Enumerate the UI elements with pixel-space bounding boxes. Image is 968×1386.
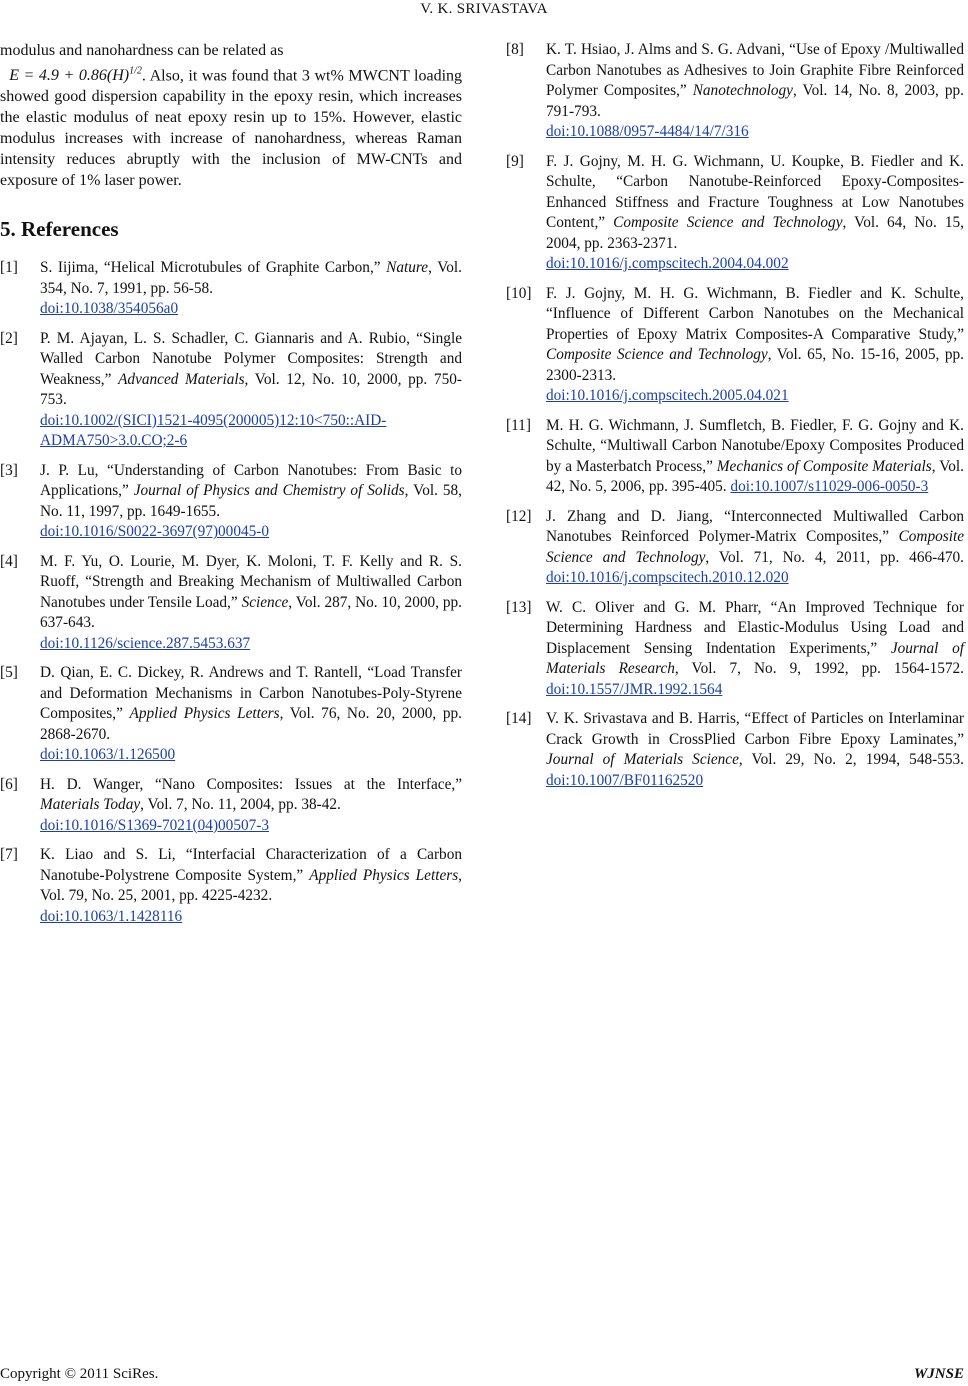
- reference-body: [40, 845, 462, 927]
- reference-text: J. Zhang and D. Jiang, “Interconnected Multiwalled Carbon Nanotubes Reinforced Polymer-Matrix Composites,”: [546, 507, 964, 545]
- doi-link[interactable]: doi:10.1063/1.1428116: [40, 907, 183, 925]
- reference-details: , Vol. 7, No. 11, 2004, pp. 38-42.: [140, 796, 341, 814]
- reference-item: [506, 416, 964, 498]
- reference-details: , Vol. 42, No. 5, 2006, pp. 395-405.: [546, 457, 964, 495]
- reference-venue: Composite Science and Technology: [546, 528, 964, 566]
- reference-venue: Nature: [386, 259, 429, 277]
- reference-venue: Science: [241, 593, 289, 611]
- reference-body: [40, 329, 462, 452]
- reference-body: [546, 152, 964, 275]
- reference-venue: Mechanics of Composite Materials: [716, 457, 932, 475]
- reference-body: [546, 40, 964, 143]
- reference-number: [9]: [506, 152, 524, 170]
- reference-venue: Nanotechnology: [692, 82, 793, 99]
- reference-text: J. P. Lu, “Understanding of Carbon Nanotubes: From Basic to Applications,”: [40, 461, 462, 500]
- doi-link[interactable]: doi:10.1002/(SICI)1521-4095(200005)12:10<750::AID-ADMA750>3.0.CO;2-6: [40, 411, 387, 450]
- reference-text: W. C. Oliver and G. M. Pharr, “An Improved Technique for Determining Hardness and Elastic-Modulus Using Load and Displacement Sensing Indentation Experiments,”: [546, 598, 964, 657]
- reference-item: [506, 507, 964, 589]
- reference-number: [4]: [0, 552, 18, 570]
- reference-number: [11]: [506, 416, 531, 434]
- reference-text: V. K. Srivastava and B. Harris, “Effect of Particles on Interlaminar Crack Growth in CrossPlied Carbon Fibre Epoxy Laminates,”: [546, 710, 964, 748]
- reference-number: [2]: [0, 329, 18, 347]
- doi-link[interactable]: doi:10.1126/science.287.5453.637: [40, 634, 251, 652]
- doi-link[interactable]: doi:10.1007/s11029-006-0050-3: [730, 478, 929, 495]
- reference-details: , Vol. 354, No. 7, 1991, pp. 56-58.: [40, 259, 462, 297]
- reference-number: [6]: [0, 775, 18, 793]
- reference-item: [506, 152, 964, 275]
- reference-text: F. J. Gojny, M. H. G. Wichmann, U. Koupke, B. Fiedler and K. Schulte, “Carbon Nanotube-Reinforced Epoxy-Composites-Enhanced Stiffness and Fracture Toughness at Low Nanotubes Content,”: [546, 152, 964, 231]
- doi-link[interactable]: doi:10.1007/BF01162520: [546, 771, 704, 789]
- doi-link[interactable]: doi:10.1016/S0022-3697(97)00045-0: [40, 523, 270, 541]
- journal-abbrev: WJNSE: [913, 1366, 964, 1382]
- reference-text: D. Qian, E. C. Dickey, R. Andrews and T. Rantell, “Load Transfer and Deformation Mechanisms in Carbon Nanotubes-Poly-Styrene Composites,”: [40, 664, 462, 723]
- reference-item: [506, 598, 964, 701]
- reference-item: [0, 461, 462, 543]
- reference-list-right: [506, 40, 964, 791]
- doi-link[interactable]: doi:10.1038/354056a0: [40, 300, 179, 318]
- reference-body: [546, 507, 964, 589]
- reference-item: [0, 845, 462, 927]
- reference-number: [14]: [506, 710, 532, 727]
- reference-body: [40, 258, 462, 320]
- reference-details: , Vol. 58, No. 11, 1997, pp. 1649-1655.: [40, 482, 462, 520]
- left-column: [0, 40, 462, 936]
- doi-link[interactable]: doi:10.1016/j.compscitech.2005.04.021: [546, 387, 789, 404]
- copyright: Copyright © 2011 SciRes.: [0, 1366, 159, 1382]
- doi-link[interactable]: doi:10.1088/0957-4484/14/7/316: [546, 123, 749, 140]
- reference-item: [506, 709, 964, 791]
- reference-text: M. H. G. Wichmann, J. Sumfletch, B. Fiedler, F. G. Gojny and K. Schulte, “Multiwall Carbon Nanotube/Epoxy Composites Produced by a Masterbatch Process,”: [546, 416, 964, 475]
- doi-link[interactable]: doi:10.1557/JMR.1992.1564: [546, 680, 723, 698]
- doi-link[interactable]: doi:10.1016/j.compscitech.2004.04.002: [546, 255, 789, 272]
- reference-body: [40, 775, 462, 837]
- reference-item: [0, 663, 462, 766]
- reference-venue: Journal of Materials Science: [546, 751, 739, 768]
- reference-number: [10]: [506, 284, 532, 302]
- reference-list-left: [0, 258, 462, 927]
- reference-item: [506, 284, 964, 407]
- reference-venue: Composite Science and Technology: [546, 346, 768, 363]
- running-header: V. K. SRIVASTAVA: [420, 1, 548, 17]
- reference-number: [1]: [0, 259, 18, 277]
- section-title: 5. References: [0, 217, 119, 242]
- reference-text: M. F. Yu, O. Lourie, M. Dyer, K. Moloni, T. F. Kelly and R. S. Ruoff, “Strength and Breaking Mechanism of Multiwalled Carbon Nanotubes under Tensile Load,”: [40, 552, 462, 611]
- reference-body: [40, 552, 462, 655]
- intro-line: modulus and nanohardness can be related as: [0, 42, 284, 59]
- reference-text: F. J. Gojny, M. H. G. Wichmann, B. Fiedler and K. Schulte, “Influence of Different Carbon Nanotubes on the Mechanical Properties of Epoxy Matrix Composites-A Comparative Study,”: [546, 284, 964, 343]
- reference-body: [546, 709, 964, 791]
- reference-details: , Vol. 76, No. 20, 2000, pp. 2868-2670.: [40, 705, 462, 743]
- reference-number: [8]: [506, 41, 524, 58]
- reference-body: [546, 598, 964, 701]
- reference-body: [546, 416, 964, 498]
- reference-venue: Composite Science and Technology: [613, 214, 843, 231]
- reference-body: [40, 461, 462, 543]
- reference-item: [0, 258, 462, 320]
- reference-item: [0, 775, 462, 837]
- reference-venue: Applied Physics Letters: [129, 705, 280, 723]
- reference-details: , Vol. 287, No. 10, 2000, pp. 637-643.: [40, 593, 462, 632]
- reference-number: [13]: [506, 598, 532, 616]
- reference-number: [3]: [0, 461, 18, 479]
- reference-text: H. D. Wanger, “Nano Composites: Issues at the Interface,”: [40, 775, 462, 793]
- doi-link[interactable]: doi:10.1016/j.compscitech.2010.12.020: [546, 569, 789, 586]
- reference-number: [5]: [0, 664, 18, 682]
- reference-body: [546, 284, 964, 407]
- formula: [0, 67, 142, 84]
- reference-details: , Vol. 14, No. 8, 2003, pp. 791-793.: [546, 82, 964, 120]
- reference-details: , Vol. 64, No. 15, 2004, pp. 2363-2371.: [546, 214, 964, 252]
- reference-venue: Applied Physics Letters: [309, 866, 459, 884]
- doi-link[interactable]: doi:10.1016/S1369-7021(04)00507-3: [40, 816, 270, 834]
- reference-details: , Vol. 79, No. 25, 2001, pp. 4225-4232.: [40, 866, 462, 905]
- reference-body: [40, 663, 462, 766]
- reference-details: , Vol. 29, No. 2, 1994, 548-553.: [738, 751, 964, 768]
- formula-exponent: 1/2: [129, 66, 142, 77]
- reference-item: [506, 40, 964, 143]
- reference-text: K. Liao and S. Li, “Interfacial Characterization of a Carbon Nanotube-Polystrene Composite System,”: [40, 846, 462, 884]
- reference-details: , Vol. 65, No. 15-16, 2005, pp. 2300-2313.: [546, 346, 964, 384]
- reference-details: , Vol. 71, No. 4, 2011, pp. 466-470.: [705, 548, 964, 566]
- reference-text: S. Iijima, “Helical Microtubules of Graphite Carbon,”: [40, 259, 387, 277]
- reference-venue: Materials Today: [40, 796, 141, 814]
- reference-number: [7]: [0, 846, 18, 864]
- right-column: [506, 40, 964, 800]
- reference-details: , Vol. 7, No. 9, 1992, pp. 1564-1572.: [674, 660, 964, 677]
- reference-text: P. M. Ajayan, L. S. Schadler, C. Giannaris and A. Rubio, “Single Walled Carbon Nanotube Polymer Composites: Strength and Weakness,”: [40, 329, 462, 388]
- formula-text: E = 4.9 + 0.86(H): [9, 67, 130, 85]
- reference-venue: Journal of Materials Research: [546, 639, 965, 677]
- reference-number: [12]: [506, 507, 532, 525]
- reference-item: [0, 329, 462, 452]
- doi-link[interactable]: doi:10.1063/1.126500: [40, 746, 176, 764]
- reference-venue: Advanced Materials: [118, 370, 245, 388]
- reference-details: , Vol. 12, No. 10, 2000, pp. 750-753.: [40, 370, 462, 409]
- intro-text: . Also, it was found that 3 wt% MWCNT loading showed good dispersion capability in the epoxy resin, which increases the elastic modulus of neat epoxy resin up to 15%. However, elastic modulus increases with increase of nanohardness, whereas Raman intensity reduces abruptly with the inclusion of MW-CNTs and exposure of 1% laser power.: [0, 67, 463, 190]
- reference-venue: Journal of Physics and Chemistry of Solids: [133, 482, 405, 500]
- conclusion-paragraph: [0, 40, 462, 191]
- reference-item: [0, 552, 462, 655]
- reference-text: K. T. Hsiao, J. Alms and S. G. Advani, “Use of Epoxy /Multiwalled Carbon Nanotubes as Adhesives to Join Graphite Fibre Reinforced Polymer Composites,”: [546, 41, 964, 99]
